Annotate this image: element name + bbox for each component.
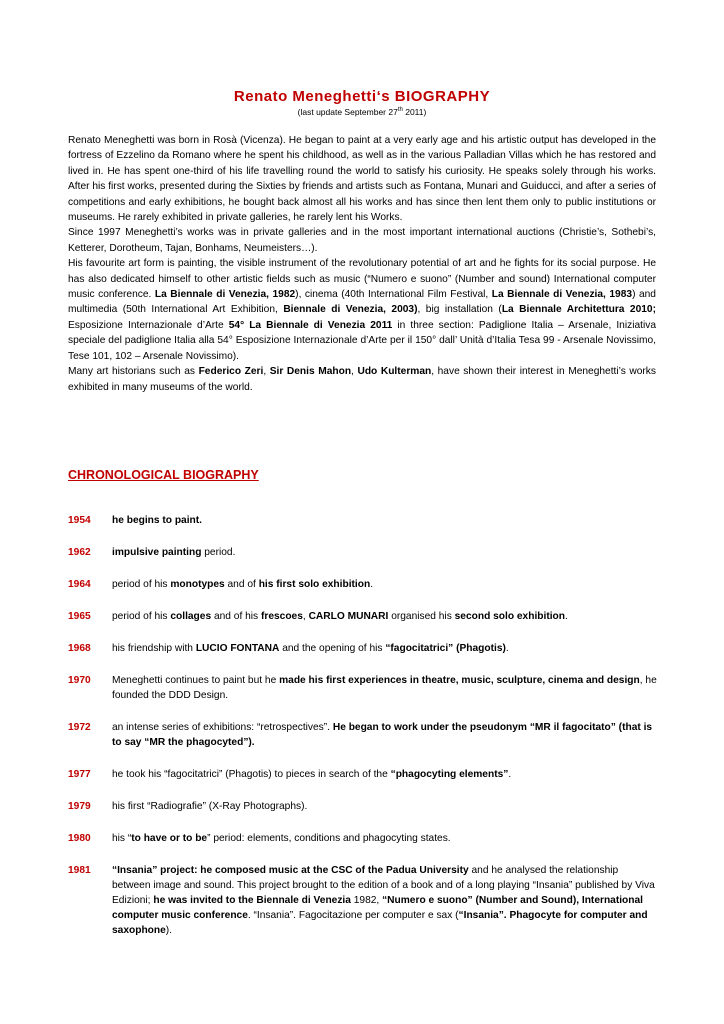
bold-text-run: Udo Kulterman (357, 366, 432, 378)
entry-text (112, 577, 658, 592)
page-title (0, 88, 724, 105)
entry-text (112, 799, 658, 814)
entry-year: 1965 (68, 611, 91, 622)
bold-text-run: La Biennale di Venezia, 1982 (154, 289, 296, 301)
text-run: , (263, 366, 270, 378)
text-run: and of his (211, 611, 261, 622)
text-run: he took his “fagocitatrici” (Phagotis) to pieces in search of the (112, 769, 391, 780)
intro-paragraph-4 (68, 364, 656, 395)
entry-text (112, 609, 658, 624)
intro-section (68, 133, 656, 395)
bold-text-run: Sir Denis Mahon (269, 366, 352, 378)
bold-text-run: made his first experiences in theatre, music, sculpture, cinema and design (279, 675, 640, 686)
text-run: and of (224, 579, 259, 590)
text-run: his first “Radiografie” (X-Ray Photographs). (112, 801, 308, 812)
bold-text-run: LUCIO FONTANA (195, 643, 280, 654)
bold-text-run: He began to work under the pseudonym “MR il fagocitato” (that is to say “MR the phagocyted”). (112, 722, 653, 748)
bold-text-run: La Biennale di Venezia, 1983 (491, 289, 633, 301)
intro-paragraph-3 (68, 256, 656, 364)
text-run: period. (201, 547, 236, 558)
text-run: his friendship with (112, 643, 196, 654)
text-run: ) and multimedia (50th International Art Exhibition, (68, 289, 656, 316)
last-update-pre: (last update September 27 (297, 107, 398, 117)
text-run: and he analysed the relationship between image and sound. This project brought to the edition of a book and of a long playing “Insania” published by Viva Edizioni; (112, 865, 655, 906)
entry-year: 1981 (68, 865, 91, 876)
text-run: . (508, 769, 512, 780)
bold-text-run: he begins to paint. (112, 515, 202, 526)
text-run: in three section: Padiglione Italia – Arsenale, Iniziativa speciale del padiglione Italia alla 54° Esposizione Internazionale d’Arte per il 150° dall’ Unità d’Italia Tesa 99 - Arsenale Novissimo, Tese 101, 102 – Arsenale Novissimo). (68, 319, 656, 362)
entry-text (112, 673, 658, 703)
text-run: organised his (388, 611, 455, 622)
text-run: , (302, 611, 309, 622)
bold-text-run: Biennale di Venezia, 2003) (283, 304, 418, 316)
text-run: Meneghetti continues to paint but he (112, 675, 280, 686)
bold-text-run: “Insania”. Phagocyte for computer and saxophone (112, 910, 648, 936)
entry-text (112, 641, 658, 656)
page-title-text: Renato Meneghetti‘s BIOGRAPHY (233, 88, 491, 105)
text-run: his “ (112, 833, 132, 844)
text-run: . (370, 579, 374, 590)
text-run: ), cinema (40th International Film Festival, (295, 289, 492, 301)
entry-year: 1980 (68, 833, 91, 844)
bold-text-run: second solo exhibition (454, 611, 566, 622)
text-run: and the opening of his (279, 643, 386, 654)
intro-paragraph-2 (68, 225, 656, 256)
bold-text-run: monotypes (170, 579, 225, 590)
text-run: . (505, 643, 509, 654)
entry-year: 1977 (68, 769, 91, 780)
bold-text-run: “fagocitatrici” (Phagotis) (385, 643, 506, 654)
text-run: , big installation ( (417, 304, 502, 316)
text-run: His favourite art form is painting, the visible instrument of the revolutionary potential of art and he fights for its social purpose. He has also dedicated himself to other artistic fields such as music (“Numero e suono” (Number and sound) International computer music conference. (68, 258, 656, 301)
last-update-post: 2011) (402, 107, 427, 117)
entry-year: 1964 (68, 579, 91, 590)
text-run: Esposizione Internazionale d’Arte (68, 319, 229, 331)
bold-text-run: CARLO MUNARI (308, 611, 389, 622)
text-run: period of his (112, 611, 171, 622)
entry-text (112, 513, 658, 528)
text-run: , he founded the DDD Design. (112, 675, 657, 701)
entry-year: 1954 (68, 515, 91, 526)
text-run: ” period: elements, conditions and phagocyting states. (207, 833, 451, 844)
bold-text-run: “phagocyting elements” (390, 769, 509, 780)
last-update-note (0, 107, 724, 117)
text-run: period of his (112, 579, 171, 590)
entry-year: 1968 (68, 643, 91, 654)
bold-text-run: his first solo exhibition (258, 579, 371, 590)
bold-text-run: to have or to be (131, 833, 208, 844)
entry-year: 1962 (68, 547, 91, 558)
entry-text (112, 720, 658, 750)
text-run: ). (165, 925, 173, 936)
text-run: , (351, 366, 358, 378)
entry-year: 1970 (68, 675, 91, 686)
entry-year: 1979 (68, 801, 91, 812)
bold-text-run: “Insania” project: he composed music at the CSC of the Padua University (112, 865, 469, 876)
last-update-sup: th (397, 107, 403, 114)
text-run: Many art historians such as (68, 366, 199, 378)
text-run: 1982, (350, 895, 383, 906)
bold-text-run: impulsive painting (112, 547, 202, 558)
bold-text-run: frescoes (260, 611, 303, 622)
bold-text-run: he was invited to the Biennale di Venezia (153, 895, 351, 906)
entry-text (112, 767, 658, 782)
intro-paragraph-1 (68, 133, 656, 225)
bold-text-run: Federico Zeri (198, 366, 264, 378)
text-run: an intense series of exhibitions: “retrospectives”. (112, 722, 333, 733)
entry-text (112, 863, 658, 938)
text-run: Since 1997 Meneghetti’s works was in private galleries and in the most important international auctions (Christie’s, Sothebi’s, Ketterer, Dorotheum, Tajan, Bonhams, Neumeisters…). (68, 227, 656, 254)
chronology-heading: CHRONOLOGICAL BIOGRAPHY (68, 468, 259, 482)
text-run: . “Insania”. Fagocitazione per computer e sax ( (247, 910, 459, 921)
entry-text (112, 545, 658, 560)
bold-text-run: collages (170, 611, 212, 622)
text-run: . (565, 611, 568, 622)
text-run: , have shown their interest in Meneghetti’s works exhibited in many museums of the world. (68, 366, 656, 393)
entry-year: 1972 (68, 722, 91, 733)
text-run: Renato Meneghetti was born in Rosà (Vicenza). He began to paint at a very early age and his artistic output has developed in the fortress of Ezzelino da Romano where he spent his childhood, as well as in the various Palladian Villas which he has restored and lived in. He has spent one-third of his life travelling round the world to satisfy his curiosity. He speaks solely through his works. After his first works, presented during the Sixties by friends and artists such as Fontana, Munari and Guiducci, and after a series of competitions and early exhibitions, he bought back almost all his works and has since then lent them only to public institutions or museums. He rarely exhibited in private galleries, he rarely lent his Works. (68, 135, 656, 224)
entry-text (112, 831, 658, 846)
bold-text-run: La Biennale Architettura 2010; (501, 304, 656, 316)
bold-text-run: 54° La Biennale di Venezia 2011 (228, 319, 393, 331)
bold-text-run: “Numero e suono” (Number and Sound), International computer music conference (112, 895, 643, 921)
